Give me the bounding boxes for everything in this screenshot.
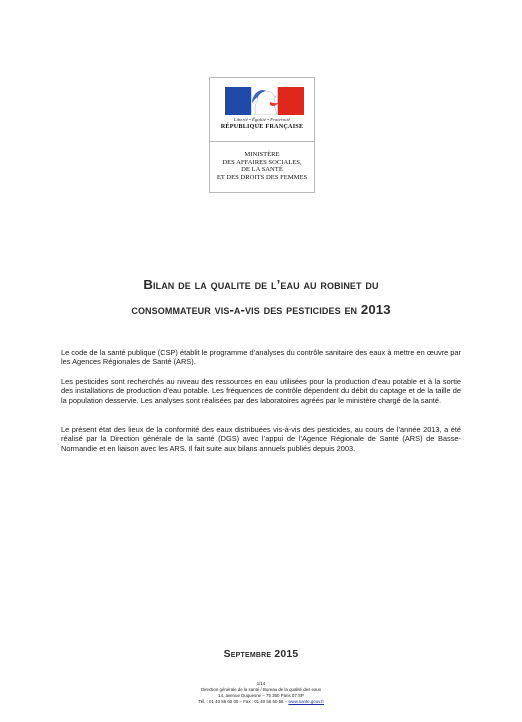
republic-motto: Liberté • Égalité • Fraternité [233,117,291,122]
ministry-line: DE LA SANTÉ [241,166,283,174]
logo-divider [210,141,314,142]
marianne-flag-icon [225,87,304,115]
paragraph-text: Le code de la santé publique (CSP) établit le programme d’analyses du contrôle sanitaire des eaux à mettre en œuvre par les Agences Régionales de Santé (ARS). [61,348,461,367]
footer-contact [0,699,522,705]
document-title-line-2: consommateur vis-a-vis des pesticides en 2013 [131,302,391,317]
paragraph-text: Le présent état des lieux de la conformité des eaux distribuées vis-à-vis des pesticides, au cours de l’année 2013, a été réalisé par la Direction générale de la santé (DGS) avec l’appui de l’Agence Régionale de Santé (ARS) de Basse-Normandie et en liaison avec les ARS. Il fait suite aux bilans annuels publiés depuis 2003. [61,425,461,453]
document-title-line-1: Bilan de la qualite de l’eau au robinet du [143,277,379,292]
ministry-line: MINISTÈRE [244,151,280,158]
paragraph-text: Les pesticides sont recherchés au niveau des ressources en eau utilisées pour la production d’eau potable et à la sortie des installations de production d’eau potable. Les fréquences de contrôle dépendent du débit du captage et de la taille de la population desservie. Les analyses sont réalisées par des laboratoires agréés par le ministère chargé de la santé. [61,377,461,405]
publication-date: Septembre 2015 [223,649,299,660]
page-number: 1/14 [256,681,266,686]
ministry-name [210,151,314,181]
intro-paragraph-3 [61,425,461,453]
footer-address: 14, avenue Duquesne – 75 350 Paris 07 SP [218,693,304,698]
ministry-line: DES AFFAIRES SOCIALES, [222,158,302,166]
website-link[interactable]: www.sante.gouv.fr [288,699,324,704]
marianne-flag-svg [225,87,304,115]
ministry-line: ET DES DROITS DES FEMMES [216,173,308,181]
footer-phone-fax: Tél. : 01 40 56 60 00 – Fax : 01 40 56 50 56 – [198,699,289,704]
footer-department: Direction générale de la santé / Bureau de la qualité des eaux [200,687,322,692]
flag-red-band [278,87,304,115]
republique-francaise-label: RÉPUBLIQUE FRANÇAISE [220,123,304,130]
intro-paragraph-1 [61,348,461,367]
flag-blue-band [225,87,251,115]
government-logo [209,77,315,193]
intro-paragraph-2 [61,377,461,405]
